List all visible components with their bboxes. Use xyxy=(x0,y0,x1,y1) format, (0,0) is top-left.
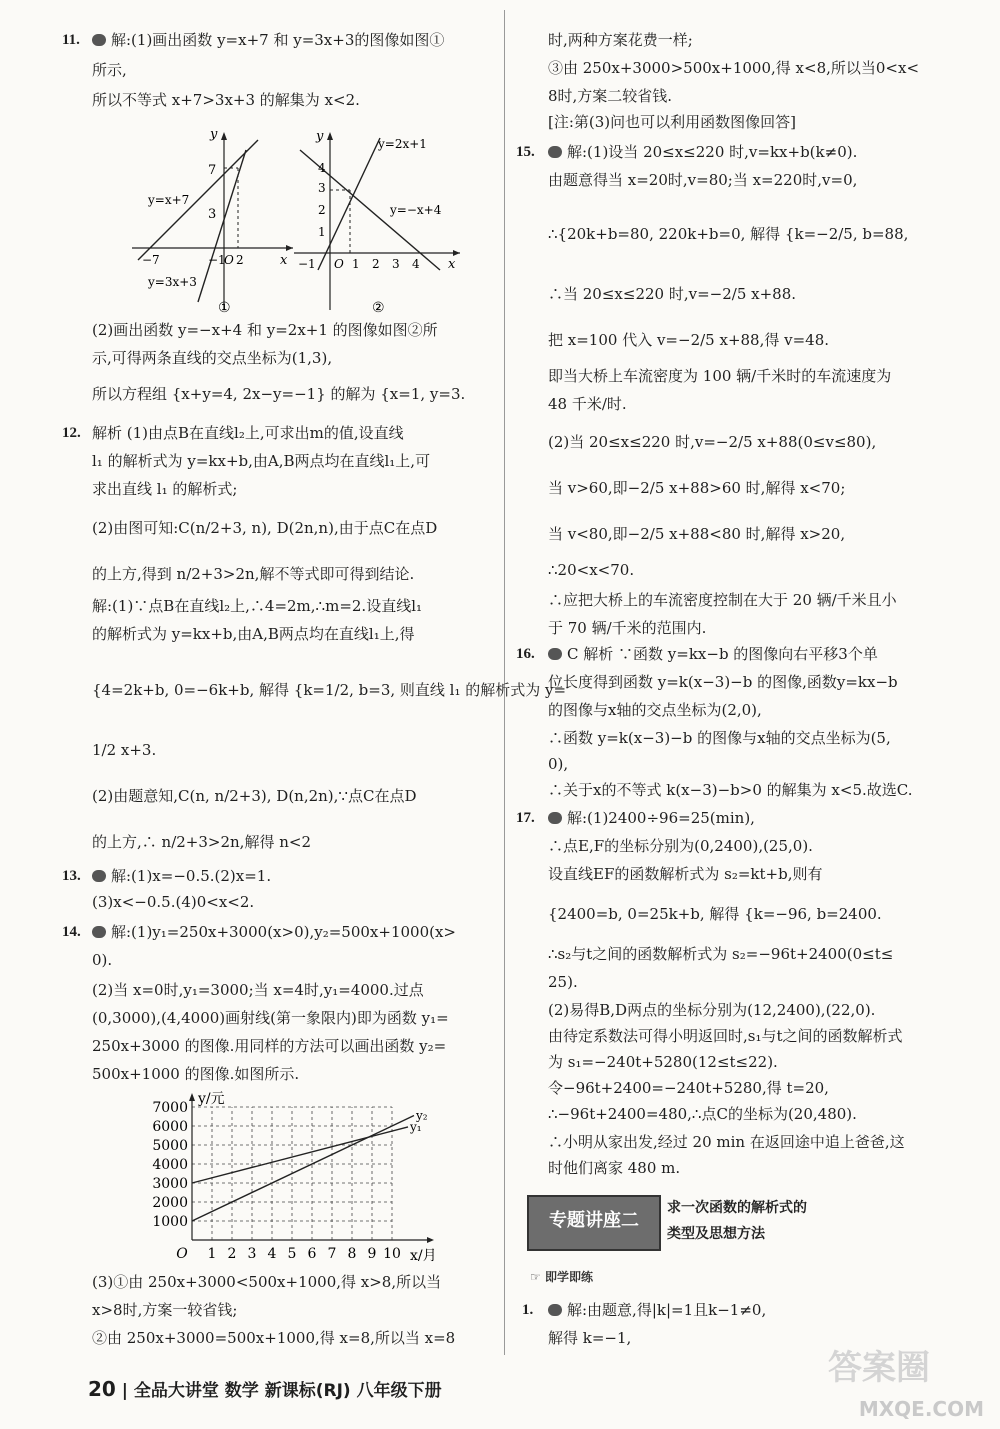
text: 500x+1000 的图像.如图所示. xyxy=(92,1065,300,1083)
text-line xyxy=(548,142,857,162)
text-line xyxy=(548,1104,857,1124)
x-tick-label: 10 xyxy=(383,1246,401,1262)
line-y-3x-plus-3 xyxy=(198,150,246,302)
text-line xyxy=(92,451,430,471)
answer-marker-icon xyxy=(548,808,564,828)
y-axis-arrow xyxy=(189,1093,195,1101)
svg-text:−7: −7 xyxy=(142,253,160,267)
text: ③由 250x+3000>500x+1000,得 x<8,所以当0<x< xyxy=(548,59,920,77)
svg-text:−1: −1 xyxy=(298,257,316,271)
svg-text:−1: −1 xyxy=(208,253,226,267)
text: 25). xyxy=(548,973,578,991)
x-tick-label: 2 xyxy=(227,1246,237,1262)
svg-text:y=−x+4: y=−x+4 xyxy=(390,203,442,217)
text-line xyxy=(92,30,444,50)
text: (2)由图可知:C(n/2+3, n), D(2n,n),由于点C在点D xyxy=(92,519,438,537)
svg-text:1: 1 xyxy=(352,257,360,271)
text: 13. xyxy=(62,868,81,884)
text: 示,可得两条直线的交点坐标为(1,3), xyxy=(92,349,333,367)
text-line xyxy=(548,780,912,800)
text-line xyxy=(548,808,755,828)
text-line xyxy=(548,1026,903,1046)
question-number xyxy=(522,1300,533,1320)
text-line xyxy=(548,644,878,664)
text: ∴−96t+2400=480,∴点C的坐标为(20,480). xyxy=(548,1105,857,1123)
text-line xyxy=(92,1008,449,1028)
text-line xyxy=(92,564,414,584)
text-line xyxy=(548,904,882,924)
x-tick-label: 5 xyxy=(287,1246,297,1262)
text-line xyxy=(548,30,693,50)
series-label: y₂ xyxy=(416,1108,428,1123)
text: 解:(1)2400÷96=25(min), xyxy=(567,809,755,827)
text: ∴关于x的不等式 k(x−3)−b>0 的解集为 x<5.故选C. xyxy=(548,781,913,799)
svg-text:2: 2 xyxy=(372,257,380,271)
series-line-1 xyxy=(192,1127,408,1183)
text: 设直线EF的函数解析式为 s₂=kt+b,则有 xyxy=(548,865,823,883)
text: 11. xyxy=(62,32,80,48)
text: 时,两种方案花费一样; xyxy=(548,31,693,49)
text-line xyxy=(92,624,415,644)
text: ∴函数 y=k(x−3)−b 的图像与x轴的交点坐标为(5, xyxy=(548,729,891,747)
text: 的上方,∴ n/2+3>2n,解得 n<2 xyxy=(92,833,311,851)
series-line-2 xyxy=(192,1116,414,1221)
practice-subheading: ☞ 即学即练 xyxy=(530,1270,593,1284)
text-line xyxy=(548,58,919,78)
text-line xyxy=(548,1078,829,1098)
svg-text:y=3x+3: y=3x+3 xyxy=(148,275,197,289)
text-line xyxy=(548,972,578,992)
svg-text:3: 3 xyxy=(318,181,326,195)
banner-title-2: 类型及思想方法 xyxy=(667,1226,765,1242)
text: 位长度得到函数 y=k(x−3)−b 的图像,函数y=kx−b xyxy=(548,673,898,691)
text-line xyxy=(92,892,254,912)
text: x>8时,方案一较省钱; xyxy=(92,1301,238,1319)
x-tick-label: O xyxy=(176,1246,188,1262)
svg-text:3: 3 xyxy=(392,257,400,271)
answer-marker-icon xyxy=(92,866,108,886)
text-line xyxy=(548,1158,680,1178)
text: 求出直线 l₁ 的解析式; xyxy=(92,480,238,498)
text: (2)画出函数 y=−x+4 和 y=2x+1 的图像如图②所 xyxy=(92,321,438,339)
line-y-2x-plus-1 xyxy=(318,138,380,270)
series-label: y₁ xyxy=(410,1119,422,1134)
text: 48 千米/时. xyxy=(548,395,627,413)
svg-text:4: 4 xyxy=(412,257,420,271)
text-line xyxy=(92,348,332,368)
y-tick-label: 4000 xyxy=(152,1157,188,1173)
graph-2 xyxy=(290,130,465,315)
text: 令−96t+2400=−240t+5280,得 t=20, xyxy=(548,1079,829,1097)
text-line xyxy=(92,1300,237,1320)
text-line xyxy=(548,330,829,350)
text: ∴s₂与t之间的函数解析式为 s₂=−96t+2400(0≤t≤ xyxy=(548,945,894,963)
text: 的上方,得到 n/2+3>2n,解不等式即可得到结论. xyxy=(92,565,415,583)
text-line xyxy=(92,1328,455,1348)
answer-marker-icon xyxy=(548,142,564,162)
text: (3)x<−0.5.(4)0<x<2. xyxy=(92,893,255,911)
text-line xyxy=(92,423,404,443)
text-line xyxy=(548,672,898,692)
svg-text:②: ② xyxy=(372,300,385,315)
answer-marker-icon xyxy=(92,922,108,942)
text-line xyxy=(92,1064,299,1084)
question-number xyxy=(516,142,535,162)
text: ②由 250x+3000=500x+1000,得 x=8,所以当 x=8 xyxy=(92,1329,456,1347)
text: 即当大桥上车流密度为 100 辆/千米时的车流速度为 xyxy=(548,367,892,385)
text-line xyxy=(548,700,762,720)
text: 的图像与x轴的交点坐标为(2,0), xyxy=(548,701,762,719)
text-line xyxy=(548,618,706,638)
text: (0,3000),(4,4000)画射线(第一象限内)即为函数 y₁= xyxy=(92,1009,449,1027)
svg-text:x: x xyxy=(280,253,288,268)
x-tick-label: 4 xyxy=(267,1246,277,1262)
text-line xyxy=(92,479,237,499)
text-line xyxy=(548,1132,905,1152)
text: (2)由题意知,C(n, n/2+3), D(n,2n),∵点C在点D xyxy=(92,787,417,805)
svg-text:3: 3 xyxy=(208,207,217,222)
question-number xyxy=(516,808,535,828)
text: 所示, xyxy=(92,61,127,79)
text: (2)易得B,D两点的坐标分别为(12,2400),(22,0). xyxy=(548,1001,876,1019)
svg-text:①: ① xyxy=(218,300,231,315)
subheading-text: 即学即练 xyxy=(544,1270,593,1284)
x-axis-arrow xyxy=(427,1237,434,1243)
x-tick-label: 3 xyxy=(247,1246,257,1262)
text-line xyxy=(92,1036,446,1056)
question-number xyxy=(62,922,81,942)
text-line xyxy=(92,786,416,806)
text: 1/2 x+3. xyxy=(92,741,157,759)
answer-marker-icon xyxy=(548,1300,564,1320)
text: ∴小明从家出发,经过 20 min 在返回途中追上爸爸,这 xyxy=(548,1133,905,1151)
banner-box: 专题讲座二 xyxy=(527,1195,661,1251)
book-title: | 全品大讲堂 数学 新课标(RJ) 八年级下册 xyxy=(121,1381,442,1401)
text: 17. xyxy=(516,810,535,826)
svg-text:y: y xyxy=(210,130,218,142)
text: ∴{20k+b=80, 220k+b=0, 解得 {k=−2/5, b=88, xyxy=(548,225,909,243)
text: {4=2k+b, 0=−6k+b, 解得 {k=1/2, b=3, 则直线 l₁ 的解析式为 y= xyxy=(92,681,567,699)
y-tick-label: 1000 xyxy=(152,1214,188,1230)
text: 解得 k=−1, xyxy=(548,1329,632,1347)
text: 0). xyxy=(92,951,113,969)
y-tick-label: 2000 xyxy=(152,1195,188,1211)
question-number xyxy=(516,644,535,664)
text: 0), xyxy=(548,755,569,773)
text: 把 x=100 代入 v=−2/5 x+88,得 v=48. xyxy=(548,331,830,349)
y-axis-label: y/元 xyxy=(198,1091,225,1107)
watermark-logo: 答案圈 xyxy=(828,1348,930,1388)
text-line xyxy=(548,836,813,856)
text-line xyxy=(548,432,876,452)
text: 12. xyxy=(62,425,81,441)
text-line xyxy=(548,1328,631,1348)
text-line xyxy=(92,680,566,700)
x-tick-label: 6 xyxy=(307,1246,317,1262)
text: 于 70 辆/千米的范围内. xyxy=(548,619,707,637)
text-line xyxy=(92,60,127,80)
svg-text:2: 2 xyxy=(236,253,244,267)
y-tick-label: 7000 xyxy=(152,1100,188,1116)
svg-text:1: 1 xyxy=(318,225,326,239)
text-line xyxy=(92,1272,441,1292)
text-line xyxy=(548,944,893,964)
text: 由题意得当 x=20时,v=80;当 x=220时,v=0, xyxy=(548,171,858,189)
text-line xyxy=(92,950,112,970)
text-line xyxy=(548,864,822,884)
text: 所以不等式 x+7>3x+3 的解集为 x<2. xyxy=(92,91,360,109)
graph-1 xyxy=(128,130,298,315)
text-line xyxy=(548,524,845,544)
text: 解:(1)设当 20≤x≤220 时,v=kx+b(k≠0). xyxy=(567,143,858,161)
text-line xyxy=(92,384,465,404)
text: 250x+3000 的图像.用同样的方法可以画出函数 y₂= xyxy=(92,1037,447,1055)
text: (3)①由 250x+3000<500x+1000,得 x>8,所以当 xyxy=(92,1273,442,1291)
text-line xyxy=(548,394,627,414)
svg-text:y=x+7: y=x+7 xyxy=(148,193,190,207)
svg-text:x: x xyxy=(448,257,456,272)
x-tick-label: 7 xyxy=(327,1246,337,1262)
text-line xyxy=(548,284,796,304)
text-line xyxy=(548,728,891,748)
svg-text:7: 7 xyxy=(208,163,217,178)
text: 的解析式为 y=kx+b,由A,B两点均在直线l₁上,得 xyxy=(92,625,415,643)
text-line xyxy=(92,90,360,110)
text-line xyxy=(92,518,437,538)
svg-text:O: O xyxy=(224,253,234,267)
question-number xyxy=(62,30,80,50)
svg-text:y=2x+1: y=2x+1 xyxy=(378,137,427,151)
answer-marker-icon xyxy=(548,644,564,664)
text-line xyxy=(92,740,156,760)
text: 解:(1)x=−0.5.(2)x=1. xyxy=(111,867,272,885)
text: 为 s₁=−240t+5280(12≤t≤22). xyxy=(548,1053,778,1071)
text-line xyxy=(92,980,424,1000)
svg-text:2: 2 xyxy=(318,203,326,217)
x-tick-label: 9 xyxy=(367,1246,377,1262)
text-line xyxy=(92,596,422,616)
text: 15. xyxy=(516,144,535,160)
text: 解:(1)y₁=250x+3000(x>0),y₂=500x+1000(x> xyxy=(111,923,457,941)
text-line xyxy=(548,1000,875,1020)
text-line xyxy=(548,1052,778,1072)
text: [注:第(3)问也可以利用函数图像回答] xyxy=(548,113,797,131)
cost-chart xyxy=(140,1090,440,1275)
text-line xyxy=(548,478,845,498)
watermark-url: MXQE.COM xyxy=(858,1397,984,1421)
text-line xyxy=(548,224,908,244)
text: 当 v>60,即−2/5 x+88>60 时,解得 x<70; xyxy=(548,479,846,497)
x-tick-label: 8 xyxy=(347,1246,357,1262)
text: 解析 (1)由点B在直线l₂上,可求出m的值,设直线 xyxy=(92,424,404,442)
question-number xyxy=(62,423,81,443)
question-number xyxy=(62,866,81,886)
text: 8时,方案二较省钱. xyxy=(548,87,673,105)
text-line xyxy=(548,86,672,106)
text: 解:(1)∵点B在直线l₂上,∴4=2m,∴m=2.设直线l₁ xyxy=(92,597,423,615)
answer-marker-icon xyxy=(92,30,108,50)
text-line xyxy=(548,560,634,580)
text: 当 v<80,即−2/5 x+88<80 时,解得 x>20, xyxy=(548,525,846,543)
x-tick-label: 1 xyxy=(207,1246,217,1262)
svg-text:y: y xyxy=(316,130,324,144)
text-line xyxy=(548,1300,766,1320)
text-line xyxy=(92,866,271,886)
text-line xyxy=(92,832,311,852)
text: 由待定系数法可得小明返回时,s₁与t之间的函数解析式 xyxy=(548,1027,903,1045)
text: ∴20<x<70. xyxy=(548,561,635,579)
banner-title-1: 求一次函数的解析式的 xyxy=(667,1200,807,1216)
text-line xyxy=(548,366,891,386)
y-tick-label: 6000 xyxy=(152,1119,188,1135)
text: 时他们离家 480 m. xyxy=(548,1159,681,1177)
x-axis-label: x/月 xyxy=(410,1248,437,1264)
text: ∴当 20≤x≤220 时,v=−2/5 x+88. xyxy=(548,285,797,303)
text: 解:(1)画出函数 y=x+7 和 y=3x+3的图像如图① xyxy=(111,31,445,49)
text: (2)当 20≤x≤220 时,v=−2/5 x+88(0≤v≤80), xyxy=(548,433,877,451)
text-line xyxy=(548,754,568,774)
y-tick-label: 3000 xyxy=(152,1176,188,1192)
y-tick-label: 5000 xyxy=(152,1138,188,1154)
page-footer xyxy=(88,1376,442,1401)
text: C 解析 ∵函数 y=kx−b 的图像向右平移3个单 xyxy=(567,645,878,663)
text-line xyxy=(548,112,796,132)
text: l₁ 的解析式为 y=kx+b,由A,B两点均在直线l₁上,可 xyxy=(92,452,431,470)
text: 16. xyxy=(516,646,535,662)
text: 1. xyxy=(522,1302,534,1318)
text: 14. xyxy=(62,924,81,940)
page-number: 20 xyxy=(88,1377,116,1401)
text-line xyxy=(548,590,897,610)
text-line xyxy=(548,170,857,190)
text: {2400=b, 0=25k+b, 解得 {k=−96, b=2400. xyxy=(548,905,882,923)
text: ∴应把大桥上的车流密度控制在大于 20 辆/千米且小 xyxy=(548,591,897,609)
svg-text:4: 4 xyxy=(318,161,326,175)
text: ∴点E,F的坐标分别为(0,2400),(25,0). xyxy=(548,837,813,855)
text-line xyxy=(92,320,438,340)
text-line xyxy=(92,922,456,942)
svg-text:O: O xyxy=(334,257,344,271)
text: 解:由题意,得|k|=1且k−1≠0, xyxy=(567,1301,767,1319)
text: (2)当 x=0时,y₁=3000;当 x=4时,y₁=4000.过点 xyxy=(92,981,424,999)
text: 所以方程组 {x+y=4, 2x−y=−1} 的解为 {x=1, y=3. xyxy=(92,385,466,403)
